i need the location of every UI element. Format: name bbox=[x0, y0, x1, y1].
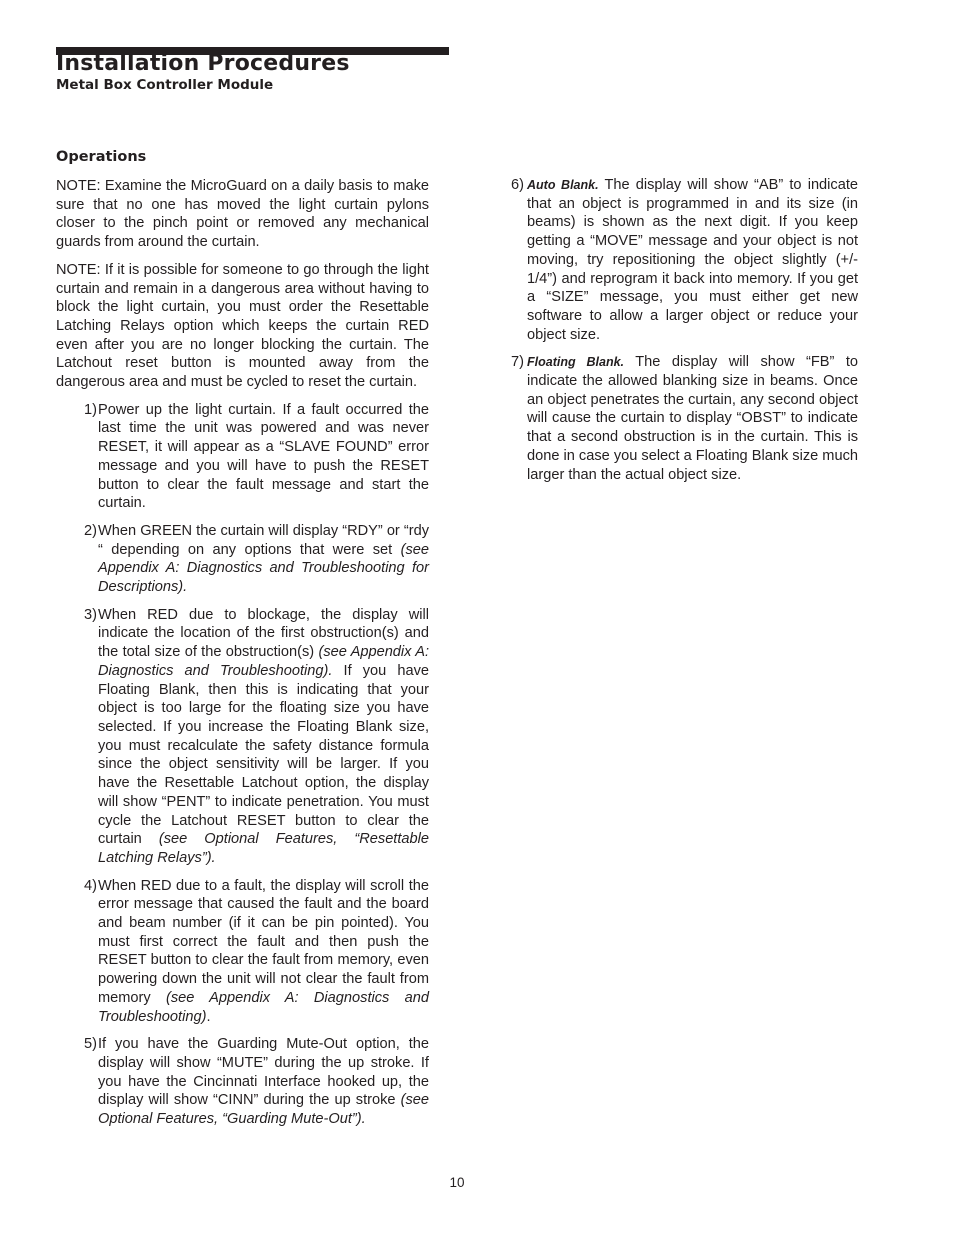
item-reference: (see Appendix A: Diagnostics and Troubleshooting). bbox=[98, 644, 430, 679]
list-item bbox=[56, 1035, 429, 1129]
item-reference: (see Optional Features, “Guarding Mute-Out”). bbox=[98, 1092, 429, 1128]
item-text: Power up the light curtain. If a fault occurred the last time the unit was powered and was never RESET, it will appear as a “SLAVE FOUND” error message and you will have to push the RESET button to clear the fault message and start the curtain. bbox=[98, 401, 429, 512]
item-runin-heading: Floating Blank. bbox=[527, 355, 625, 370]
item-number: 5) bbox=[84, 1036, 97, 1053]
item-text-continued: . bbox=[206, 1008, 211, 1025]
item-text: The display will show “FB” to indicate the allowed blanking size in beams. Once an object penetrates the curtain, any second object will cause the curtain to display “OBST” to indicate that a second obstruction is in the curtain. This is done in case you select a Floating Blank size much larger than the actual object size. bbox=[527, 354, 859, 483]
item-text: When GREEN the curtain will display “RDY” or “rdy “ depending on any options that were set bbox=[98, 522, 429, 558]
item-reference: (see Optional Features, “Resettable Latching Relays”). bbox=[98, 831, 430, 866]
item-number: 2) bbox=[84, 522, 97, 539]
page-subtitle: Metal Box Controller Module bbox=[56, 77, 274, 93]
page-number: 10 bbox=[449, 1175, 465, 1190]
item-text: If you have the Guarding Mute-Out option, the display will show “MUTE” during the up stroke. If you have the Cincinnati Interface hooked up, the display will show “CINN” during the up stroke bbox=[98, 1036, 429, 1109]
item-reference: (see Appendix A: Diagnostics and Troubleshooting for Descriptions). bbox=[98, 541, 429, 596]
left-column bbox=[56, 177, 429, 1138]
item-number: 1) bbox=[84, 401, 97, 418]
item-text: When RED due to blockage, the display will indicate the location of the first obstruction(s) and the total size of the obstruction(s) bbox=[98, 606, 429, 661]
list-item bbox=[511, 353, 858, 484]
item-runin-heading: Auto Blank. bbox=[527, 178, 599, 192]
list-item bbox=[511, 176, 858, 344]
item-text: The display will show “AB” to indicate that an object is programmed in and its size (in beams) is shown as the next digit. If you keep getting a “MOVE” message and your object is not moving, try repositioning the object slightly (+/- 1/4”) and reprogram it back into memory. If you get a “SIZE” message, you must either get new software to allow a larger object or reduce your object size. bbox=[527, 177, 859, 343]
item-text-continued: If you have Floating Blank, then this is indicating that your object is too large for the floating size you have selected. If you increase the Floating Blank size, you must recalculate the safety distance formula since the object sensitivity will be larger. If you have the Resettable Latchout option, the display will show “PENT” to indicate penetration. You must cycle the Latchout RESET button to clear the curtain bbox=[98, 662, 429, 848]
item-text: When RED due to a fault, the display will scroll the error message that caused the fault and the board and beam number (if it can be pin pointed). You must first correct the fault and then push the RESET button to clear the fault from memory, even powering down the unit will not clear the fault from memory bbox=[98, 877, 429, 1006]
item-number: 6) bbox=[511, 177, 524, 193]
note-paragraph: NOTE: Examine the MicroGuard on a daily basis to make sure that no one has moved the light curtain pylons closer to the pinch point or removed any mechanical guards from around the curtain. bbox=[56, 178, 429, 251]
page-title: Installation Procedures bbox=[56, 51, 350, 76]
right-column bbox=[511, 176, 858, 493]
list-item bbox=[56, 877, 429, 1027]
item-number: 7) bbox=[511, 354, 524, 371]
item-number: 3) bbox=[84, 606, 97, 623]
section-heading: Operations bbox=[56, 149, 147, 165]
item-reference: (see Appendix A: Diagnostics and Troubleshooting) bbox=[98, 989, 429, 1025]
item-number: 4) bbox=[84, 877, 97, 894]
list-item bbox=[56, 401, 429, 513]
note-paragraph: NOTE: If it is possible for someone to go through the light curtain and remain in a dangerous area without having to block the light curtain, you must order the Resettable Latching Relays option which keeps the curtain RED even after you are no longer blocking the curtain. The Latchout reset button is mounted away from the dangerous area and must be cycled to reset the curtain. bbox=[56, 261, 429, 391]
list-item bbox=[56, 522, 429, 597]
list-item bbox=[56, 606, 429, 868]
